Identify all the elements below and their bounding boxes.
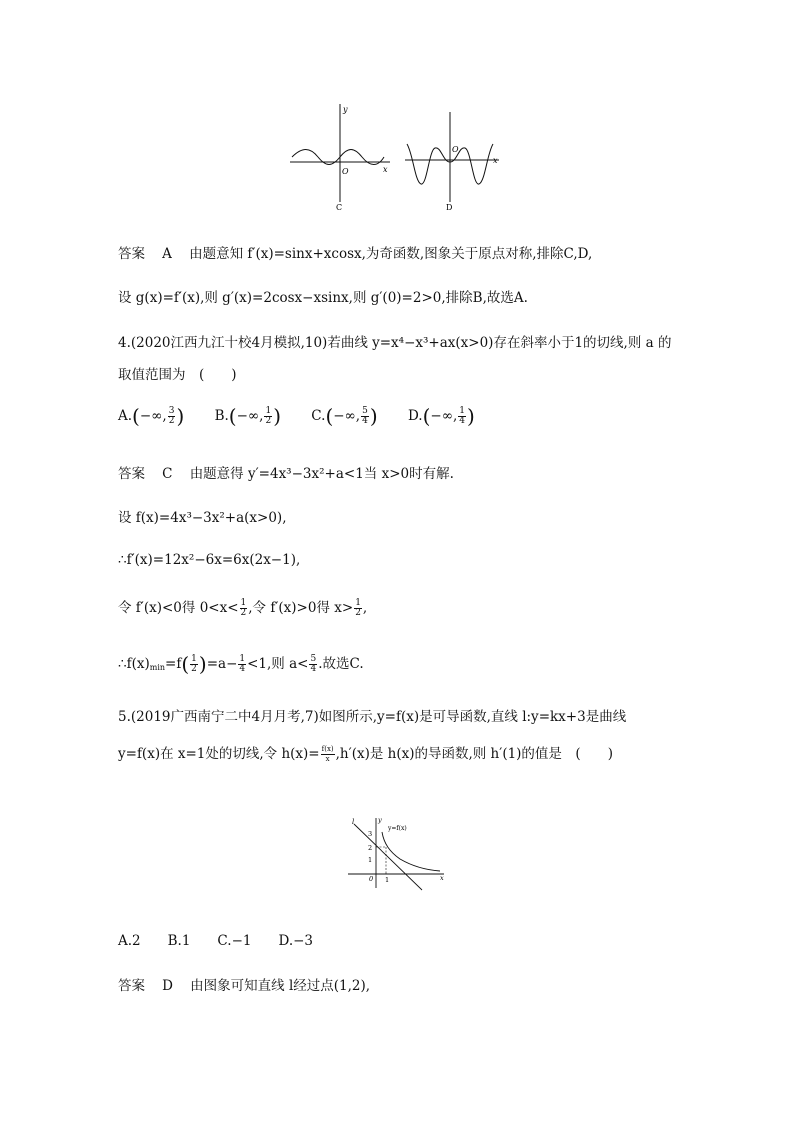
answer-label: 答案 (118, 246, 145, 262)
option-a: A.(−∞, $\frac{3}{2}$ ) (118, 404, 185, 428)
figure-c (288, 100, 398, 215)
answer-choice: D (162, 978, 173, 994)
tick-y-2: 2 (368, 844, 373, 852)
answer-3-line-2: 设 g(x)=f′(x),则 g′(x)=2cosx−xsinx,则 g′(0)=2>0,排除B,故选A. (118, 290, 528, 306)
answer-text: 由题意知 (189, 246, 244, 262)
option-d: D.(−∞, $\frac{1}{4}$ ) (407, 404, 475, 428)
figure-d (403, 110, 503, 215)
answer-text: 由题意得 y′=4x³−3x²+a<1当 x>0时有解. (189, 466, 454, 482)
figure-d-label: D (446, 203, 453, 212)
answer-choice: C (162, 466, 173, 482)
question-4-line-2: 取值范围为 ( ) (118, 367, 237, 383)
answer-4-line-5: $\therefore f(x)_{min}=f$( $\frac{1}{2}$ )=a− $\frac{1}{4}$ <1,则 a< $\frac{5}{4}$ .故选C. (118, 652, 364, 676)
curve-f (382, 832, 440, 871)
figure-q5 (340, 814, 450, 894)
x-axis-label: x (440, 874, 444, 882)
origin-label: O (452, 145, 459, 154)
answer-4-line-2: 设 f(x)=4x³−3x²+a(x>0), (118, 510, 287, 526)
option-c: C.(−∞, $\frac{5}{4}$ ) (311, 404, 378, 428)
x-axis-label: x (493, 156, 498, 165)
tick-y-1: 1 (368, 856, 373, 864)
line-label: l (352, 818, 355, 826)
origin-label: O (342, 167, 349, 176)
answer-choice: A (162, 246, 172, 262)
answer-text: 由图象可知直线 l经过点(1,2), (190, 978, 371, 994)
origin-label: 0 (369, 875, 374, 883)
figure-c-label: C (336, 203, 343, 212)
answer-label: 答案 (118, 466, 145, 482)
option-b: B.(−∞, $\frac{1}{2}$ ) (214, 404, 281, 428)
question-5-line-2: y=f(x)在 x=1处的切线,令 h(x)= $\frac{f(x)}{x}$ ,h′(x)是 h(x)的导函数,则 h′(1)的值是 ( ) (118, 745, 613, 763)
question-4-options (118, 404, 501, 428)
question-4-line-1: 4.(2020江西九江十校4月模拟,10)若曲线 y=x⁴−x³+ax(x>0)存在斜率小于1的切线,则 a 的 (118, 335, 672, 351)
y-axis-label: y (378, 816, 382, 824)
answer-text: f′(x)=sinx+xcosx,为奇函数,图象关于原点对称,排除C,D, (247, 246, 593, 262)
tick-x-1: 1 (385, 876, 390, 884)
question-5-line-1: 5.(2019广西南宁二中4月月考,7)如图所示,y=f(x)是可导函数,直线 l:y=kx+3是曲线 (118, 709, 627, 725)
y-axis-label: y (343, 105, 348, 114)
curve-label: y=f(x) (388, 825, 407, 832)
answer-5-line-1 (118, 974, 370, 994)
tick-y-3: 3 (368, 830, 373, 838)
answer-4-line-1 (118, 462, 454, 482)
x-axis-label: x (383, 165, 388, 174)
answer-label: 答案 (118, 978, 145, 994)
answer-3-line-1 (118, 242, 592, 262)
question-5-options: A.2 B.1 C.−1 D.−3 (118, 933, 314, 949)
answer-4-line-4: 令 f′(x)<0得 0<x< $\frac{1}{2}$ ,令 f′(x)>0得 x> $\frac{1}{2}$ , (118, 598, 368, 618)
answer-4-line-3: ∴f′(x)=12x²−6x=6x(2x−1), (118, 552, 301, 568)
